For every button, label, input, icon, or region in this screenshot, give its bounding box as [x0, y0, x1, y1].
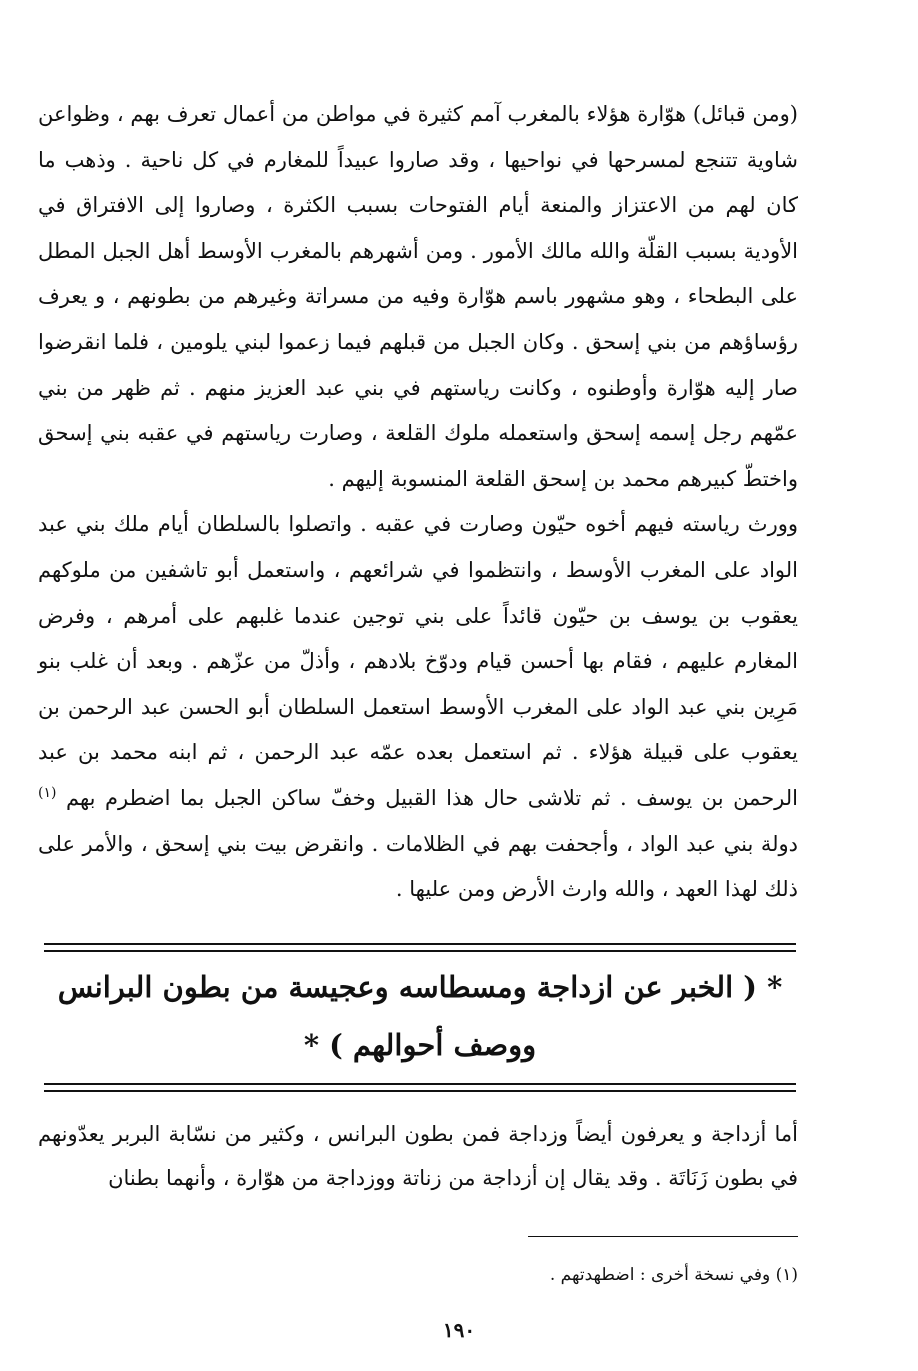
divider: [44, 1090, 796, 1092]
heading-bottom-rule: [44, 1083, 796, 1092]
heading-top-rule: [44, 943, 796, 952]
section-heading: * ( الخبر عن ازداجة ومسطاسه وعجيسة من بطون البرانس ووصف أحوالهم ) *: [57, 970, 783, 1062]
page-number: ١٩٠: [442, 1318, 476, 1342]
paragraph: [38, 502, 798, 912]
paragraph: (ومن قبائل) هوّارة هؤلاء بالمغرب آمم كثيرة في مواطن من أعمال تعرف بهم ، وظواعن شاوية تتنجع لمسرحها في نواحيها ، وقد صاروا عبيداً للمغارم في كل ناحية . وذهب ما كان لهم من الاعتزاز والمنعة أيام الفتوحات بسبب الكثرة ، وصاروا إلى الافتراق في الأودية بسبب القلّة والله مالك الأمور . ومن أشهرهم بالمغرب الأوسط أهل الجبل المطل على البطحاء ، وهو مشهور باسم هوّارة وفيه من مسراتة وغيرهم من بطونهم ، و يعرف رؤساؤهم من بني إسحق . وكان الجبل من قبلهم فيما زعموا لبني يلومين ، فلما انقرضوا صار إليه هوّارة وأوطنوه ، وكانت رياستهم في بني عبد العزيز منهم . ثم ظهر من بني عمّهم رجل إسمه إسحق واستعمله ملوك القلعة ، وصارت رياستهم في عقبه بني إسحق واختطّ كبيرهم محمد بن إسحق القلعة المنسوبة إليهم .: [38, 102, 798, 491]
footnote: (١) وفي نسخة أخرى : اضطهدتهم .: [549, 1265, 798, 1285]
paragraph-text: وورث رياسته فيهم أخوه حيّون وصارت في عقبه . واتصلوا بالسلطان أيام ملك بني عبد الواد على المغرب الأوسط ، وانتظموا في شرائعهم ، واستعمل أبو تاشفين من ملوكهم يعقوب بن يوسف بن حيّون قائداً على بني توجين عندما غلبهم على أمرهم ، وفرض المغارم عليهم ، فقام بها أحسن قيام ودوّخ بلادهم ، وأذلّ من عزّهم . وبعد أن غلب بنو مَرِين بني عبد الواد على المغرب الأوسط استعمل السلطان أبو الحسن عبد الرحمن بن يعقوب على قبيلة هؤلاء . ثم استعمل بعده عمّه عبد الرحمن ، ثم ابنه محمد بن عبد الرحمن بن يوسف . ثم تلاشى حال هذا القبيل وخفّ ساكن الجبل بما اضطرم بهم: [38, 512, 798, 810]
section-paragraph: أما أزداجة و يعرفون أيضاً وزداجة فمن بطون البرانس ، وكثير من نسّابة البربر يعدّونهم في بطون زَنَاتَة . وقد يقال إن أزداجة من زناتة ووزداجة من هوّارة ، وأنهما بطنان: [38, 1122, 798, 1190]
divider: [44, 943, 796, 945]
footnote-reference: (١): [38, 784, 57, 801]
paragraph-text: دولة بني عبد الواد ، وأجحفت بهم في الظلامات . وانقرض بيت بني إسحق ، والأمر على ذلك لهذا العهد ، والله وارث الأرض ومن عليها .: [38, 831, 798, 902]
main-text-block: [38, 92, 798, 913]
divider: [44, 950, 796, 952]
footnote-divider: [528, 1236, 798, 1237]
divider: [44, 1083, 796, 1085]
